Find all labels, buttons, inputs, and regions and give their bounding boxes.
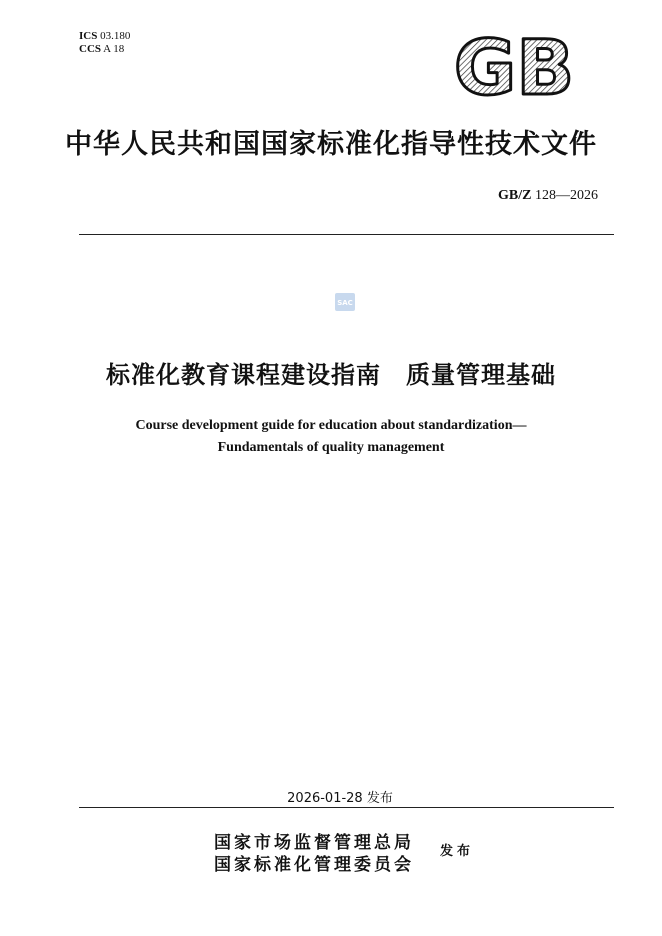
english-title-line-1: Course development guide for education about standardization— [135,418,527,433]
top-divider [79,234,614,235]
chinese-title: 标准化教育课程建设指南 质量管理基础 [106,361,556,389]
ics-code [79,30,130,43]
issuer-line-2: 国家标准化管理委员会 [214,855,414,875]
ccs-code [79,43,130,56]
sac-mark-icon [335,293,355,311]
document-type-heading: 中华人民共和国国家标准化指导性技术文件 [65,129,597,160]
ics-value: 03.180 [100,30,131,42]
classification-codes [79,30,130,56]
gb-logo-text: GB [453,31,575,101]
ccs-label: CCS [79,43,102,55]
english-title-line-2: Fundamentals of quality management [217,440,445,455]
ics-label: ICS [79,30,98,42]
standard-number [498,188,598,204]
bottom-divider [79,807,614,808]
publish-label: 发布 [440,844,475,859]
issuer-line-1: 国家市场监督管理总局 [214,833,414,853]
standard-prefix: GB/Z [498,188,532,203]
ccs-value: A 18 [103,43,125,55]
standard-number-value: 128—2026 [535,188,598,203]
sac-mark-text: SAC [337,299,353,307]
gb-logo-icon [449,31,579,101]
issue-date: 2026-01-28 发布 [287,791,393,806]
